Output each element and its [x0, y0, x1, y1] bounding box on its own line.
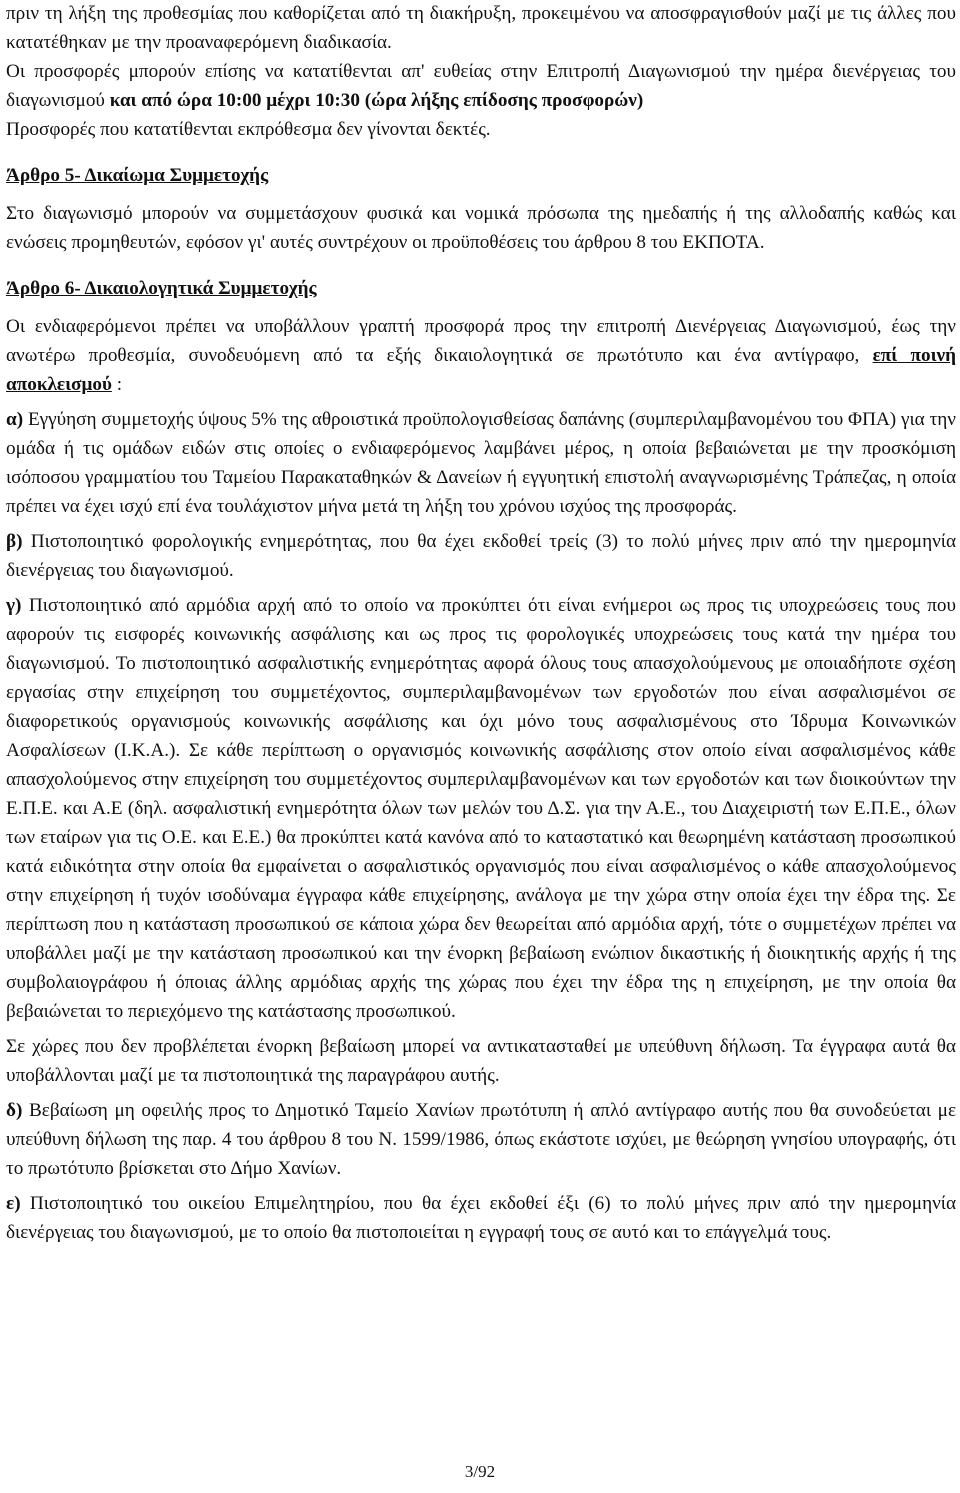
list-label: ε)	[6, 1193, 21, 1214]
list-item-text: Βεβαίωση μη οφειλής προς το Δημοτικό Ταμείο Χανίων πρωτότυπη ή απλό αντίγραφο αυτής που θα συνοδεύεται με υπεύθυνη δήλωση της παρ. 4 του άρθρου 8 του Ν. 1599/1986, όπως εκάστοτε ισχύει, με θεώρηση γνησίου υπογραφής, ότι το πρωτότυπο βρίσκεται στο Δήμο Χανίων.	[6, 1100, 956, 1179]
list-item-text: Πιστοποιητικό από αρμόδια αρχή από το οποίο να προκύπτει ότι είναι ενήμεροι ως προς τις υποχρεώσεις τους που αφορούν τις εισφορές κοινωνικής ασφάλισης και ως προς τις φορολογικές υποχρεώσεις τους κατά την ημέρα του διαγωνισμού. Το πιστοποιητικό ασφαλιστικής ενημερότητας αφορά όλους τους απασχολούμενους με οποιαδήποτε σχέση εργασίας στην επιχείρηση του συμμετέχοντος, συμπεριλαμβανομένων των εργοδοτών που είναι ασφαλισμένοι σε διαφορετικούς οργανισμούς κοινωνικής ασφάλισης και όχι μόνο τους ασφαλισμένους στο Ίδρυμα Κοινωνικών Ασφαλίσεων (Ι.Κ.Α.). Σε κάθε περίπτωση ο οργανισμός κοινωνικής ασφάλισης στον οποίο είναι ασφαλισμένος κάθε απασχολούμενος στην επιχείρηση του συμμετέχοντος συμπεριλαμβανομένων και των εργοδοτών και των διοικούντων την Ε.Π.Ε. και Α.Ε (δηλ. ασφαλιστική ενημερότητα όλων των μελών του Δ.Σ. για την Α.Ε., του Διαχειριστή των Ε.Π.Ε., όλων των εταίρων για τις Ο.Ε. και Ε.Ε.) θα προκύπτει κατά κανόνα από το καταστατικό και θεωρημένη κατάσταση προσωπικού κατά ειδικότητα στην οποία θα εμφαίνεται ο ασφαλιστικός οργανισμός που είναι ασφαλισμένος ο κάθε απασχολούμενος στην επιχείρηση ή τυχόν ισοδύναμα έγγραφα κάθε επιχείρησης, ανάλογα με την χώρα στην οποία έχει την έδρα της. Σε περίπτωση που η κατάσταση προσωπικού σε κάποια χώρα δεν θεωρείται από αρμόδια αρχή, τότε ο συμμετέχων πρέπει να υποβάλλει μαζί με την κατάσταση προσωπικού και την ένορκη βεβαίωση ενώπιον δικαστικής ή διοικητικής αρχής ή της συμβολαιογράφου ή όποιας άλλης αρμόδιας αρχής της χώρας που έχει την έδρα της η επιχείρηση, με την οποία θα βεβαιώνεται το περιεχόμενο της κατάστασης προσωπικού.	[6, 595, 956, 1022]
paragraph-sworn-statement-note: Σε χώρες που δεν προβλέπεται ένορκη βεβαίωση μπορεί να αντικατασταθεί με υπεύθυνη δήλωση. Τα έγγραφα αυτά θα υποβάλλονται μαζί με τα πιστοποιητικά της παραγράφου αυτής.	[6, 1036, 956, 1086]
paragraph-direct-submission	[6, 57, 956, 115]
article-5-text: Στο διαγωνισμό μπορούν να συμμετάσχουν φυσικά και νομικά πρόσωπα της ημεδαπής ή της αλλοδαπής καθώς και ενώσεις προμηθευτών, εφόσον γι' αυτές συντρέχουν οι προϋποθέσεις του άρθρου 8 του ΕΚΠΟΤΑ.	[6, 203, 956, 253]
list-item-text: Πιστοποιητικό του οικείου Επιμελητηρίου, που θα έχει εκδοθεί έξι (6) το πολύ μήνες πριν από την ημερομηνία διενέργειας του διαγωνισμού, με το οποίο θα πιστοποιείται η εγγραφή τους σε αυτό και το επάγγελμά τους.	[6, 1193, 956, 1243]
page-number: 3/92	[464, 1462, 496, 1481]
paragraph-late-offers: Προσφορές που κατατίθενται εκπρόθεσμα δεν γίνονται δεκτές.	[6, 119, 491, 140]
article-6-intro	[6, 312, 956, 399]
list-item-text: Εγγύηση συμμετοχής ύψους 5% της αθροιστικά προϋπολογισθείσας δαπάνης (συμπεριλαμβανομένου του ΦΠΑ) για την ομάδα ή τις ομάδων ειδών στις οποίες ο ενδιαφερόμενος λαμβάνει μέρος, η οποία βεβαιώνεται με την προσκόμιση ισόποσου γραμματίου του Ταμείου Παρακαταθηκών & Δανείων ή εγγυητική επιστολή αναγνωρισμένης Τράπεζας, η οποία πρέπει να έχει ισχύ επί ένα τουλάχιστον μήνα μετά τη λήξη του χρόνου ισχύος της προσφοράς.	[6, 409, 956, 517]
list-label: γ)	[6, 595, 22, 616]
list-item-d	[6, 1096, 956, 1183]
submission-hours: και από ώρα 10:00 μέχρι 10:30 (ώρα λήξης επίδοσης προσφορών)	[109, 90, 644, 111]
list-label: β)	[6, 531, 23, 552]
penalty-exclusion: επί ποινή αποκλεισμού	[6, 345, 957, 395]
article-6-intro-text: Οι ενδιαφερόμενοι πρέπει να υποβάλλουν γραπτή προσφορά προς την επιτροπή Διενέργειας Διαγωνισμού, έως την ανωτέρω προθεσμία, συνοδευόμενη από τα εξής δικαιολογητικά σε πρωτότυπο και ένα αντίγραφο,	[6, 316, 956, 366]
list-label: δ)	[6, 1100, 23, 1121]
list-item-a	[6, 405, 956, 521]
article-6-intro-end: :	[111, 374, 123, 395]
direct-submission-text: Οι προσφορές μπορούν επίσης να κατατίθενται απ' ευθείας στην Επιτροπή Διαγωνισμού την ημέρα διενέργειας του διαγωνισμού	[6, 61, 956, 111]
document-page	[6, 0, 956, 1247]
list-item-b	[6, 527, 956, 585]
list-item-e	[6, 1189, 956, 1247]
paragraph-submission-deadline: πριν τη λήξη της προθεσμίας που καθορίζεται από τη διακήρυξη, προκειμένου να αποσφραγισθούν μαζί με τις άλλες που κατατέθηκαν με την προαναφερόμενη διαδικασία.	[6, 3, 956, 53]
list-item-c	[6, 591, 956, 1026]
article-6-heading: Άρθρο 6- Δικαιολογητικά Συμμετοχής	[6, 278, 317, 299]
list-label: α)	[6, 409, 24, 430]
article-5-heading: Άρθρο 5- Δικαίωμα Συμμετοχής	[6, 165, 269, 186]
list-item-text: Πιστοποιητικό φορολογικής ενημερότητας, που θα έχει εκδοθεί τρείς (3) το πολύ μήνες πριν από την ημερομηνία διενέργειας του διαγωνισμού.	[6, 531, 956, 581]
